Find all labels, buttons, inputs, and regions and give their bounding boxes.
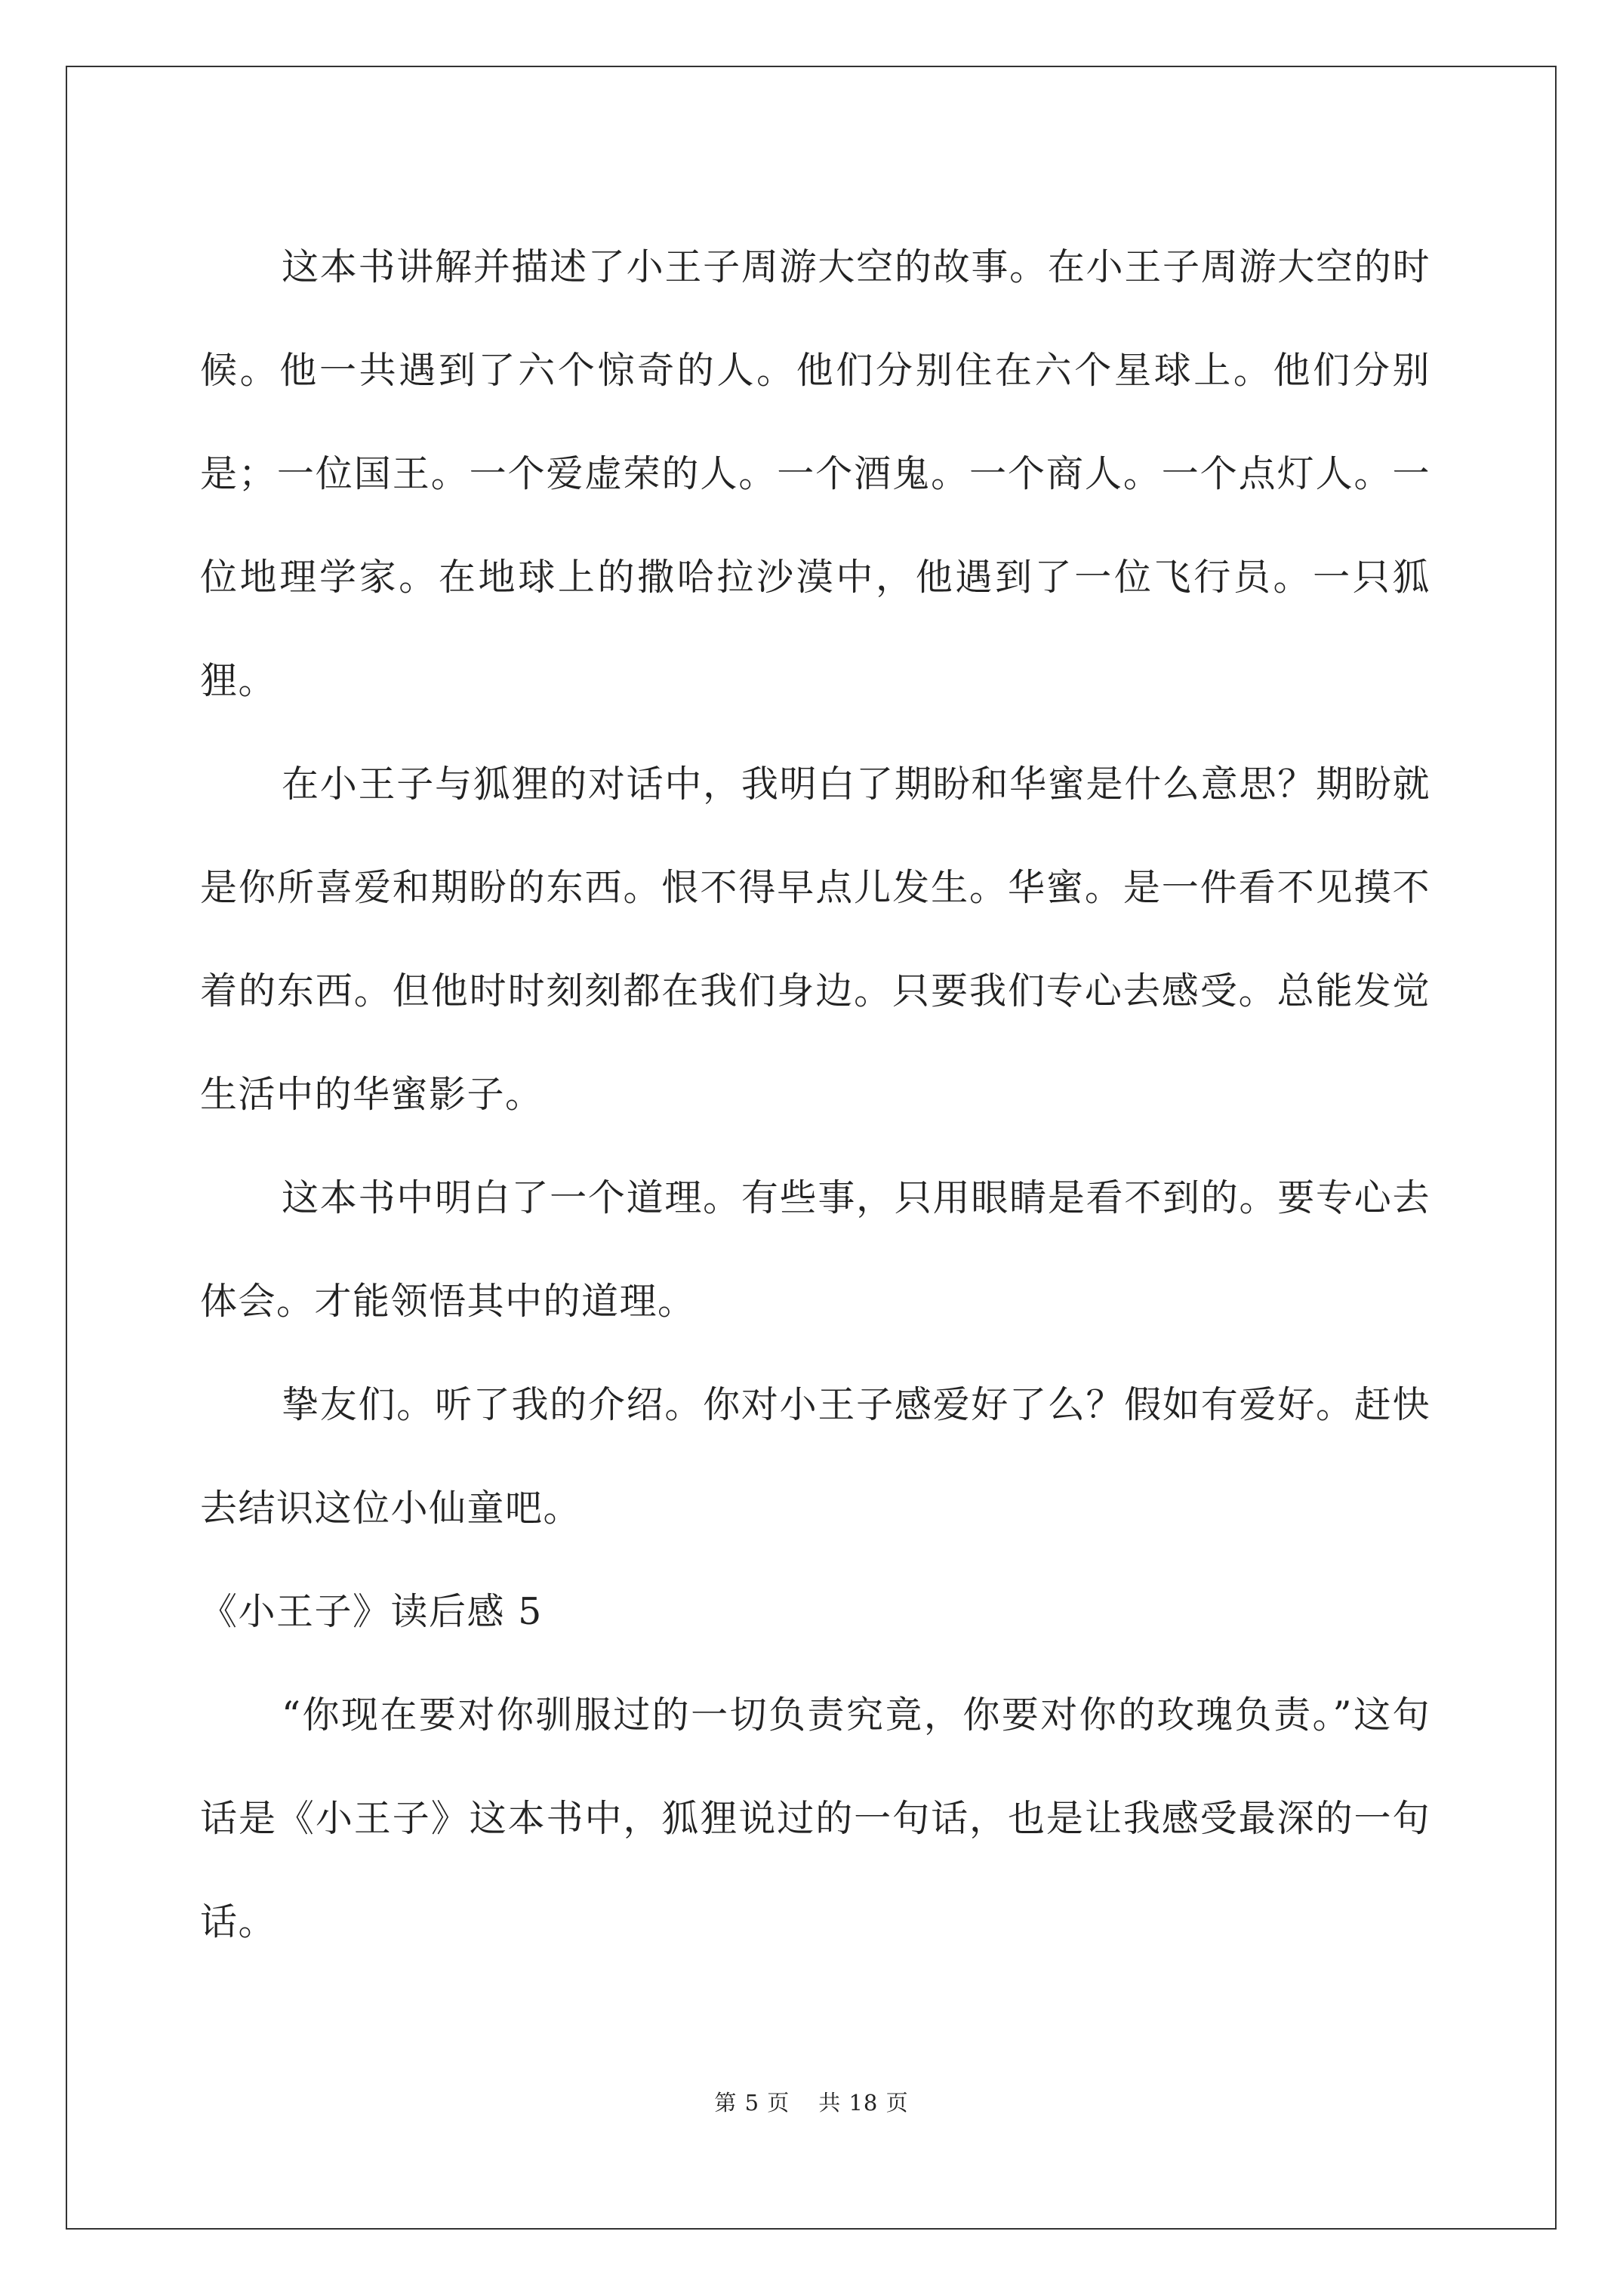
paragraph-2: 在小王子与狐狸的对话中，我明白了期盼和华蜜是什么意思？期盼就是你所喜爱和期盼的东西。恨不得早点儿发生。华蜜。是一件看不见摸不着的东西。但他时时刻刻都在我们身边。只要我们专心去感受。总能发觉生活中的华蜜影子。 xyxy=(200,763,1431,1116)
section-heading: 《小王子》读后感 5 xyxy=(200,1590,543,1633)
page-total: 共 18 页 xyxy=(818,2090,909,2116)
document-body xyxy=(200,215,1431,1974)
page-footer xyxy=(0,2086,1623,2117)
paragraph-3: 这本书中明白了一个道理。有些事，只用眼睛是看不到的。要专心去体会。才能领悟其中的道理。 xyxy=(200,1176,1431,1323)
paragraph-4: 挚友们。听了我的介绍。你对小王子感爱好了么？假如有爱好。赶快去结识这位小仙童吧。 xyxy=(200,1383,1431,1530)
page-number: 第 5 页 xyxy=(714,2090,790,2116)
paragraph-1: 这本书讲解并描述了小王子周游大空的故事。在小王子周游大空的时候。他一共遇到了六个惊奇的人。他们分别住在六个星球上。他们分别是；一位国王。一个爱虚荣的人。一个酒鬼。一个商人。一个点灯人。一位地理学家。在地球上的撒哈拉沙漠中，他遇到了一位飞行员。一只狐狸。 xyxy=(200,245,1431,702)
quote-paragraph: “你现在要对你驯服过的一切负责究竟，你要对你的玫瑰负责。”这句话是《小王子》这本书中，狐狸说过的一句话，也是让我感受最深的一句话。 xyxy=(200,1693,1431,1943)
